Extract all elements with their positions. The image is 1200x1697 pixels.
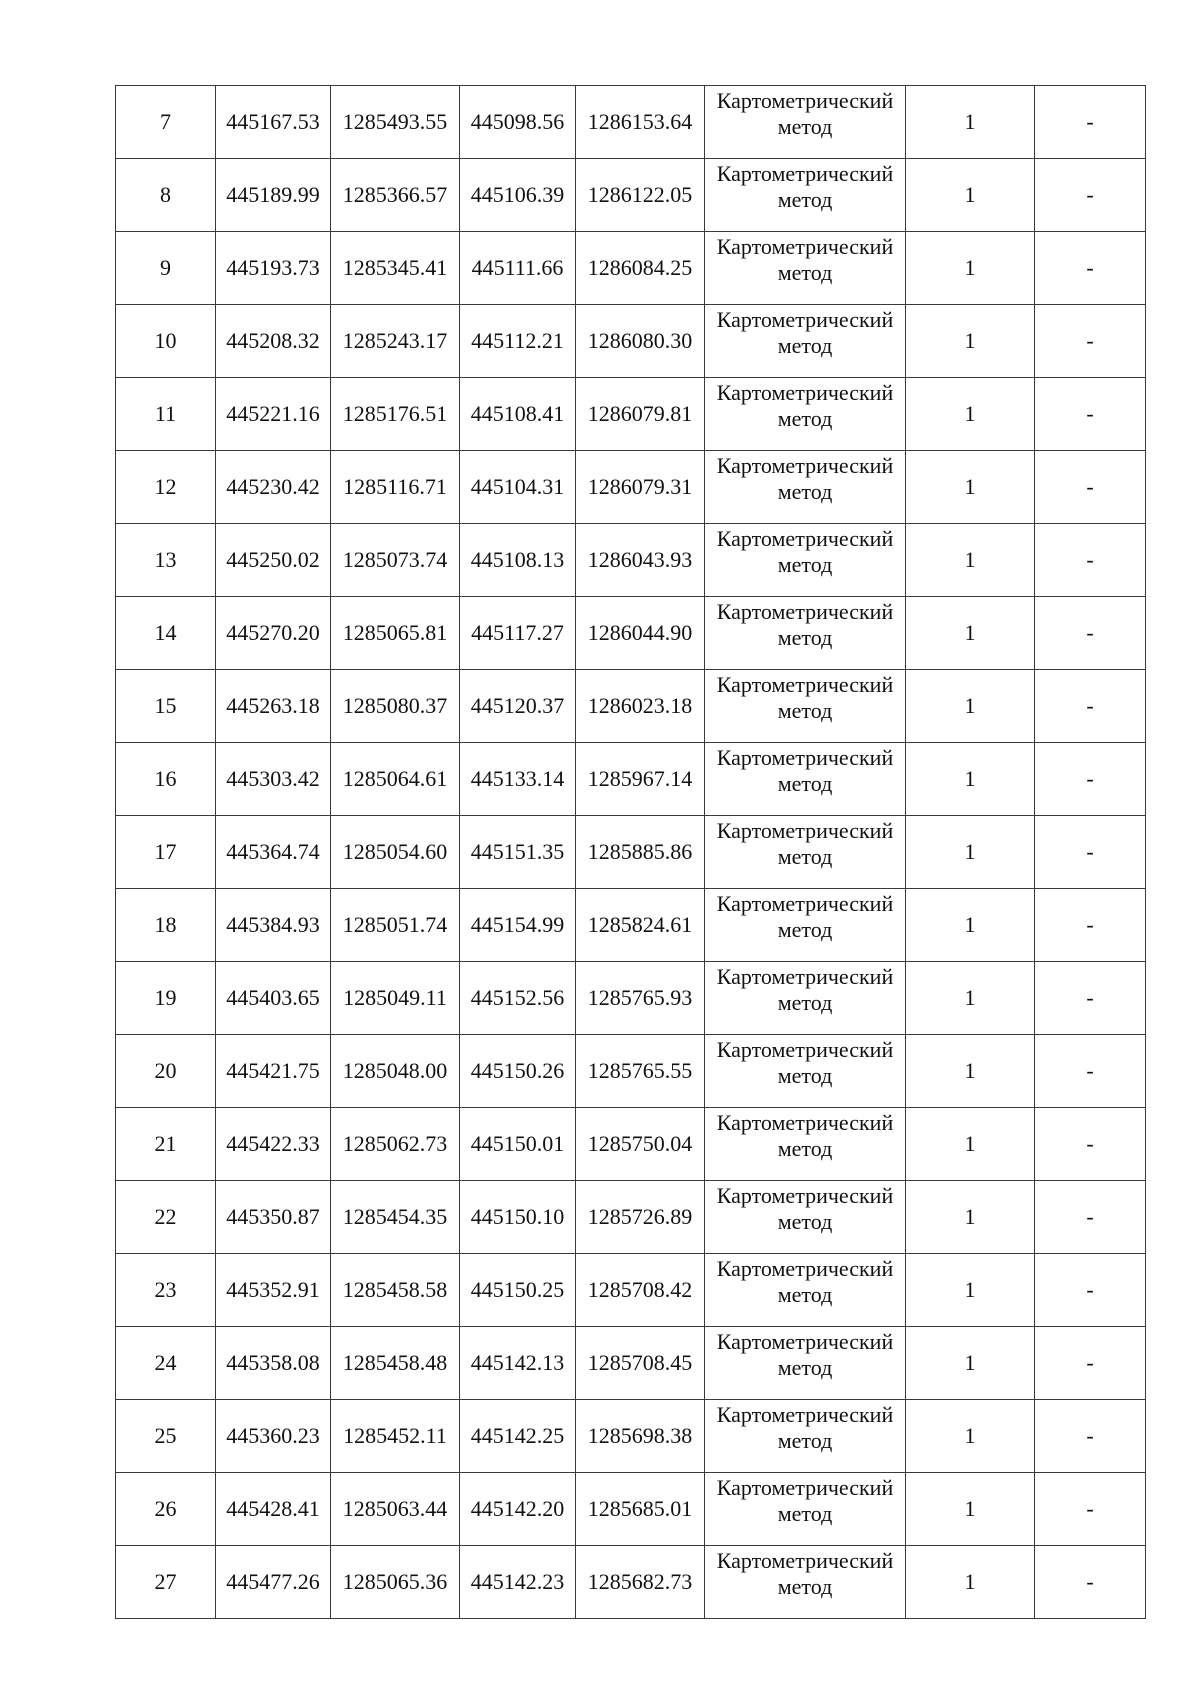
method-label-line2: метод: [777, 479, 833, 504]
x-coordinate-2-cell: 445133.14: [460, 743, 576, 816]
y-coordinate-cell: 1285051.74: [331, 889, 460, 962]
table-row: [116, 305, 1146, 378]
method-label-line1: Картометрический: [716, 745, 894, 770]
point-number-cell: 22: [116, 1181, 216, 1254]
table-row: [116, 670, 1146, 743]
table-row: [116, 1546, 1146, 1619]
x-coordinate-cell: 445477.26: [216, 1546, 331, 1619]
method-label-line1: Картометрический: [716, 1329, 894, 1354]
note-cell: -: [1035, 378, 1146, 451]
method-label-line1: Картометрический: [716, 307, 894, 332]
x-coordinate-2-cell: 445112.21: [460, 305, 576, 378]
method-label-line2: метод: [777, 114, 833, 139]
accuracy-cell: 1: [906, 1035, 1035, 1108]
y-coordinate-2-cell: 1285708.42: [576, 1254, 705, 1327]
point-number-cell: 10: [116, 305, 216, 378]
y-coordinate-cell: 1285080.37: [331, 670, 460, 743]
x-coordinate-cell: 445403.65: [216, 962, 331, 1035]
method-cell: [705, 1035, 906, 1108]
method-label-line1: Картометрический: [716, 964, 894, 989]
y-coordinate-2-cell: 1286084.25: [576, 232, 705, 305]
table-row: [116, 1327, 1146, 1400]
point-number-cell: 21: [116, 1108, 216, 1181]
y-coordinate-2-cell: 1285765.55: [576, 1035, 705, 1108]
method-label-line2: метод: [777, 1063, 833, 1088]
method-label-line1: Картометрический: [716, 672, 894, 697]
y-coordinate-2-cell: 1285967.14: [576, 743, 705, 816]
x-coordinate-2-cell: 445142.25: [460, 1400, 576, 1473]
method-label-line2: метод: [777, 990, 833, 1015]
x-coordinate-cell: 445193.73: [216, 232, 331, 305]
table-body: [116, 86, 1146, 1619]
method-cell: [705, 1473, 906, 1546]
accuracy-cell: 1: [906, 816, 1035, 889]
note-cell: -: [1035, 1254, 1146, 1327]
accuracy-cell: 1: [906, 305, 1035, 378]
table-row: [116, 1400, 1146, 1473]
note-cell: -: [1035, 743, 1146, 816]
method-label-line1: Картометрический: [716, 1256, 894, 1281]
method-label-line2: метод: [777, 917, 833, 942]
method-label-line1: Картометрический: [716, 1475, 894, 1500]
x-coordinate-cell: 445358.08: [216, 1327, 331, 1400]
y-coordinate-cell: 1285366.57: [331, 159, 460, 232]
table-row: [116, 378, 1146, 451]
point-number-cell: 16: [116, 743, 216, 816]
x-coordinate-cell: 445221.16: [216, 378, 331, 451]
table-row: [116, 816, 1146, 889]
accuracy-cell: 1: [906, 1473, 1035, 1546]
x-coordinate-cell: 445270.20: [216, 597, 331, 670]
y-coordinate-cell: 1285458.58: [331, 1254, 460, 1327]
y-coordinate-2-cell: 1285682.73: [576, 1546, 705, 1619]
method-label-line1: Картометрический: [716, 1037, 894, 1062]
method-label-line1: Картометрический: [716, 1183, 894, 1208]
note-cell: -: [1035, 962, 1146, 1035]
y-coordinate-2-cell: 1286023.18: [576, 670, 705, 743]
method-label-line1: Картометрический: [716, 1548, 894, 1573]
x-coordinate-cell: 445384.93: [216, 889, 331, 962]
y-coordinate-cell: 1285345.41: [331, 232, 460, 305]
accuracy-cell: 1: [906, 597, 1035, 670]
y-coordinate-2-cell: 1286043.93: [576, 524, 705, 597]
point-number-cell: 27: [116, 1546, 216, 1619]
y-coordinate-cell: 1285048.00: [331, 1035, 460, 1108]
table-row: [116, 232, 1146, 305]
y-coordinate-2-cell: 1285885.86: [576, 816, 705, 889]
y-coordinate-cell: 1285064.61: [331, 743, 460, 816]
y-coordinate-2-cell: 1285698.38: [576, 1400, 705, 1473]
y-coordinate-2-cell: 1285726.89: [576, 1181, 705, 1254]
method-cell: [705, 1254, 906, 1327]
x-coordinate-cell: 445360.23: [216, 1400, 331, 1473]
method-label-line2: метод: [777, 1209, 833, 1234]
x-coordinate-cell: 445263.18: [216, 670, 331, 743]
y-coordinate-2-cell: 1286044.90: [576, 597, 705, 670]
point-number-cell: 15: [116, 670, 216, 743]
x-coordinate-cell: 445350.87: [216, 1181, 331, 1254]
y-coordinate-cell: 1285176.51: [331, 378, 460, 451]
x-coordinate-cell: 445364.74: [216, 816, 331, 889]
x-coordinate-2-cell: 445150.10: [460, 1181, 576, 1254]
x-coordinate-2-cell: 445120.37: [460, 670, 576, 743]
x-coordinate-2-cell: 445106.39: [460, 159, 576, 232]
x-coordinate-cell: 445189.99: [216, 159, 331, 232]
point-number-cell: 17: [116, 816, 216, 889]
method-cell: [705, 670, 906, 743]
method-cell: [705, 159, 906, 232]
accuracy-cell: 1: [906, 962, 1035, 1035]
method-label-line2: метод: [777, 1501, 833, 1526]
table-row: [116, 1108, 1146, 1181]
method-label-line2: метод: [777, 1282, 833, 1307]
method-cell: [705, 1108, 906, 1181]
x-coordinate-2-cell: 445098.56: [460, 86, 576, 159]
method-cell: [705, 1400, 906, 1473]
method-label-line1: Картометрический: [716, 526, 894, 551]
accuracy-cell: 1: [906, 1254, 1035, 1327]
y-coordinate-cell: 1285063.44: [331, 1473, 460, 1546]
method-label-line1: Картометрический: [716, 1402, 894, 1427]
table-row: [116, 524, 1146, 597]
method-cell: [705, 1546, 906, 1619]
y-coordinate-2-cell: 1286080.30: [576, 305, 705, 378]
point-number-cell: 11: [116, 378, 216, 451]
note-cell: -: [1035, 1327, 1146, 1400]
point-number-cell: 9: [116, 232, 216, 305]
point-number-cell: 13: [116, 524, 216, 597]
table-row: [116, 597, 1146, 670]
point-number-cell: 26: [116, 1473, 216, 1546]
x-coordinate-cell: 445421.75: [216, 1035, 331, 1108]
note-cell: -: [1035, 305, 1146, 378]
method-label-line1: Картометрический: [716, 818, 894, 843]
x-coordinate-cell: 445167.53: [216, 86, 331, 159]
y-coordinate-cell: 1285049.11: [331, 962, 460, 1035]
point-number-cell: 18: [116, 889, 216, 962]
accuracy-cell: 1: [906, 524, 1035, 597]
accuracy-cell: 1: [906, 1181, 1035, 1254]
x-coordinate-cell: 445428.41: [216, 1473, 331, 1546]
table-row: [116, 1181, 1146, 1254]
y-coordinate-cell: 1285454.35: [331, 1181, 460, 1254]
x-coordinate-2-cell: 445142.20: [460, 1473, 576, 1546]
note-cell: -: [1035, 524, 1146, 597]
method-label-line1: Картометрический: [716, 161, 894, 186]
x-coordinate-cell: 445303.42: [216, 743, 331, 816]
point-number-cell: 12: [116, 451, 216, 524]
method-cell: [705, 305, 906, 378]
point-number-cell: 20: [116, 1035, 216, 1108]
method-cell: [705, 597, 906, 670]
method-label-line2: метод: [777, 1136, 833, 1161]
note-cell: -: [1035, 670, 1146, 743]
method-label-line1: Картометрический: [716, 234, 894, 259]
y-coordinate-cell: 1285065.36: [331, 1546, 460, 1619]
method-cell: [705, 816, 906, 889]
accuracy-cell: 1: [906, 86, 1035, 159]
y-coordinate-cell: 1285062.73: [331, 1108, 460, 1181]
note-cell: -: [1035, 597, 1146, 670]
point-number-cell: 23: [116, 1254, 216, 1327]
note-cell: -: [1035, 889, 1146, 962]
y-coordinate-cell: 1285493.55: [331, 86, 460, 159]
y-coordinate-cell: 1285065.81: [331, 597, 460, 670]
method-cell: [705, 743, 906, 816]
accuracy-cell: 1: [906, 670, 1035, 743]
point-number-cell: 19: [116, 962, 216, 1035]
method-label-line2: метод: [777, 1574, 833, 1599]
accuracy-cell: 1: [906, 743, 1035, 816]
x-coordinate-2-cell: 445142.13: [460, 1327, 576, 1400]
y-coordinate-cell: 1285116.71: [331, 451, 460, 524]
accuracy-cell: 1: [906, 378, 1035, 451]
accuracy-cell: 1: [906, 1400, 1035, 1473]
method-label-line1: Картометрический: [716, 891, 894, 916]
method-label-line1: Картометрический: [716, 1110, 894, 1135]
y-coordinate-2-cell: 1286153.64: [576, 86, 705, 159]
method-label-line1: Картометрический: [716, 453, 894, 478]
note-cell: -: [1035, 1035, 1146, 1108]
accuracy-cell: 1: [906, 1108, 1035, 1181]
method-label-line1: Картометрический: [716, 88, 894, 113]
note-cell: -: [1035, 451, 1146, 524]
point-number-cell: 14: [116, 597, 216, 670]
x-coordinate-2-cell: 445108.41: [460, 378, 576, 451]
method-label-line2: метод: [777, 698, 833, 723]
accuracy-cell: 1: [906, 159, 1035, 232]
y-coordinate-2-cell: 1285824.61: [576, 889, 705, 962]
method-label-line2: метод: [777, 844, 833, 869]
y-coordinate-cell: 1285458.48: [331, 1327, 460, 1400]
y-coordinate-2-cell: 1286079.31: [576, 451, 705, 524]
method-label-line2: метод: [777, 260, 833, 285]
table-row: [116, 889, 1146, 962]
y-coordinate-2-cell: 1286122.05: [576, 159, 705, 232]
x-coordinate-2-cell: 445142.23: [460, 1546, 576, 1619]
x-coordinate-cell: 445230.42: [216, 451, 331, 524]
point-number-cell: 25: [116, 1400, 216, 1473]
x-coordinate-2-cell: 445150.25: [460, 1254, 576, 1327]
method-label-line2: метод: [777, 333, 833, 358]
method-label-line1: Картометрический: [716, 380, 894, 405]
note-cell: -: [1035, 1400, 1146, 1473]
x-coordinate-cell: 445208.32: [216, 305, 331, 378]
method-label-line2: метод: [777, 771, 833, 796]
x-coordinate-2-cell: 445150.01: [460, 1108, 576, 1181]
x-coordinate-cell: 445352.91: [216, 1254, 331, 1327]
accuracy-cell: 1: [906, 451, 1035, 524]
note-cell: -: [1035, 1546, 1146, 1619]
table-row: [116, 86, 1146, 159]
method-cell: [705, 524, 906, 597]
x-coordinate-2-cell: 445104.31: [460, 451, 576, 524]
note-cell: -: [1035, 159, 1146, 232]
y-coordinate-2-cell: 1285685.01: [576, 1473, 705, 1546]
y-coordinate-2-cell: 1285750.04: [576, 1108, 705, 1181]
method-cell: [705, 1181, 906, 1254]
method-cell: [705, 1327, 906, 1400]
x-coordinate-cell: 445250.02: [216, 524, 331, 597]
method-label-line2: метод: [777, 1428, 833, 1453]
table-row: [116, 1473, 1146, 1546]
y-coordinate-cell: 1285243.17: [331, 305, 460, 378]
y-coordinate-2-cell: 1285765.93: [576, 962, 705, 1035]
table-row: [116, 743, 1146, 816]
point-number-cell: 8: [116, 159, 216, 232]
method-cell: [705, 889, 906, 962]
table-row: [116, 1254, 1146, 1327]
x-coordinate-2-cell: 445108.13: [460, 524, 576, 597]
x-coordinate-2-cell: 445154.99: [460, 889, 576, 962]
accuracy-cell: 1: [906, 232, 1035, 305]
table-row: [116, 962, 1146, 1035]
note-cell: -: [1035, 86, 1146, 159]
point-number-cell: 7: [116, 86, 216, 159]
x-coordinate-cell: 445422.33: [216, 1108, 331, 1181]
accuracy-cell: 1: [906, 889, 1035, 962]
table-row: [116, 451, 1146, 524]
y-coordinate-2-cell: 1285708.45: [576, 1327, 705, 1400]
method-cell: [705, 232, 906, 305]
x-coordinate-2-cell: 445151.35: [460, 816, 576, 889]
coordinates-table: [115, 85, 1146, 1619]
method-cell: [705, 378, 906, 451]
accuracy-cell: 1: [906, 1327, 1035, 1400]
method-label-line2: метод: [777, 187, 833, 212]
table-row: [116, 1035, 1146, 1108]
y-coordinate-cell: 1285073.74: [331, 524, 460, 597]
method-label-line2: метод: [777, 1355, 833, 1380]
note-cell: -: [1035, 1181, 1146, 1254]
y-coordinate-cell: 1285452.11: [331, 1400, 460, 1473]
method-label-line2: метод: [777, 552, 833, 577]
note-cell: -: [1035, 1473, 1146, 1546]
x-coordinate-2-cell: 445111.66: [460, 232, 576, 305]
method-label-line1: Картометрический: [716, 599, 894, 624]
x-coordinate-2-cell: 445152.56: [460, 962, 576, 1035]
x-coordinate-2-cell: 445150.26: [460, 1035, 576, 1108]
y-coordinate-cell: 1285054.60: [331, 816, 460, 889]
point-number-cell: 24: [116, 1327, 216, 1400]
method-label-line2: метод: [777, 406, 833, 431]
method-cell: [705, 86, 906, 159]
table-row: [116, 159, 1146, 232]
note-cell: -: [1035, 1108, 1146, 1181]
note-cell: -: [1035, 816, 1146, 889]
y-coordinate-2-cell: 1286079.81: [576, 378, 705, 451]
method-cell: [705, 451, 906, 524]
accuracy-cell: 1: [906, 1546, 1035, 1619]
method-cell: [705, 962, 906, 1035]
x-coordinate-2-cell: 445117.27: [460, 597, 576, 670]
method-label-line2: метод: [777, 625, 833, 650]
note-cell: -: [1035, 232, 1146, 305]
